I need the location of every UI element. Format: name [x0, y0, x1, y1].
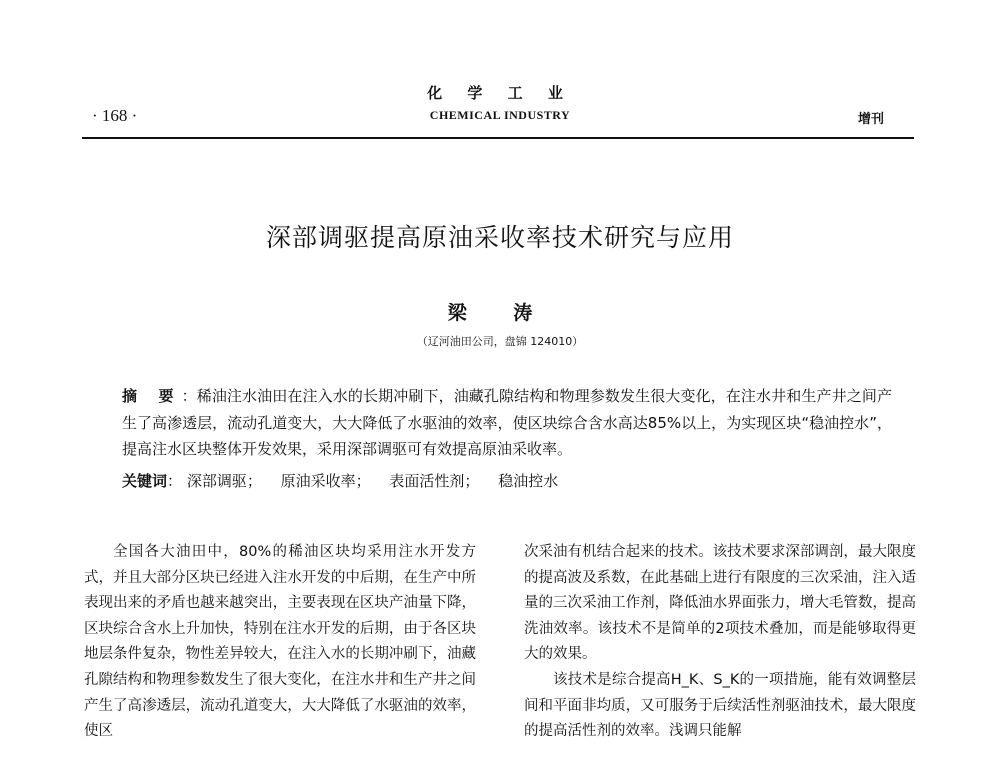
- issue-label: 增刊: [858, 112, 885, 127]
- paper-title: 深部调驱提高原油采收率技术研究与应用: [265, 223, 734, 252]
- body-paragraph: 全国各大油田中，80%的稀油区块均采用注水开发方式，并且大部分区块已经进入注水开发的中后期，在生产中所表现出来的矛盾也越来越突出，主要表现在区块产油量下降，区块综合含水上升加快，特别在注水开发的后期，由于各区块地层条件复杂，物性差异较大，在注入水的长期冲刷下，油藏孔隙结构和物理参数发生了很大变化，在注水井和生产井之间产生了高渗透层，流动孔道变大，大大降低了水驱油的效率，使区: [84, 544, 476, 740]
- abstract: [122, 383, 892, 463]
- keywords: 关键词： 深部调驱； 原油采收率； 表面活性剂； 稳油控水: [122, 472, 559, 490]
- keyword-item: 原油采收率；: [280, 472, 371, 490]
- page-number: · 168 ·: [92, 106, 138, 125]
- author-name: 梁 涛: [447, 302, 553, 324]
- keyword-item: 表面活性剂；: [389, 472, 480, 490]
- body-column-left: [84, 540, 476, 745]
- abstract-text: ：稀油注水油田在注入水的长期冲刷下，油藏孔隙结构和物理参数发生很大变化，在注水井和生产井之间产生了高渗透层，流动孔道变大，大大降低了水驱油的效率，使区块综合含水高达85%以上，为实现区块“稳油控水”，提高注水区块整体开发效果，采用深部调驱可有效提高原油采收率。: [122, 387, 892, 458]
- abstract-label: 摘 要: [122, 387, 182, 405]
- author-affiliation: （辽河油田公司，盘锦 124010）: [416, 335, 584, 348]
- journal-name-en: CHEMICAL INDUSTRY: [429, 108, 571, 122]
- keyword-item: 稳油控水: [498, 472, 559, 490]
- journal-name-cn: 化 学 工 业: [427, 84, 573, 102]
- header-divider: [82, 137, 914, 139]
- keywords-label: 关键词: [122, 472, 168, 490]
- body-column-right: [524, 540, 916, 745]
- body-paragraph-continued: 次采油有机结合起来的技术。该技术要求深部调剖，最大限度的提高波及系数，在此基础上进行有限度的三次采油，注入适量的三次采油工作剂，降低油水界面张力，增大毛管数，提高洗油效率。该技术不是简单的2项技术叠加，而是能够取得更大的效果。: [524, 544, 916, 663]
- keyword-item: 深部调驱；: [186, 472, 262, 490]
- body-paragraph: 该技术是综合提高H_K、S_K的一项措施，能有效调整层间和平面非均质，又可服务于后续活性剂驱油技术，最大限度的提高活性剂的效率。浅调只能解: [524, 671, 916, 740]
